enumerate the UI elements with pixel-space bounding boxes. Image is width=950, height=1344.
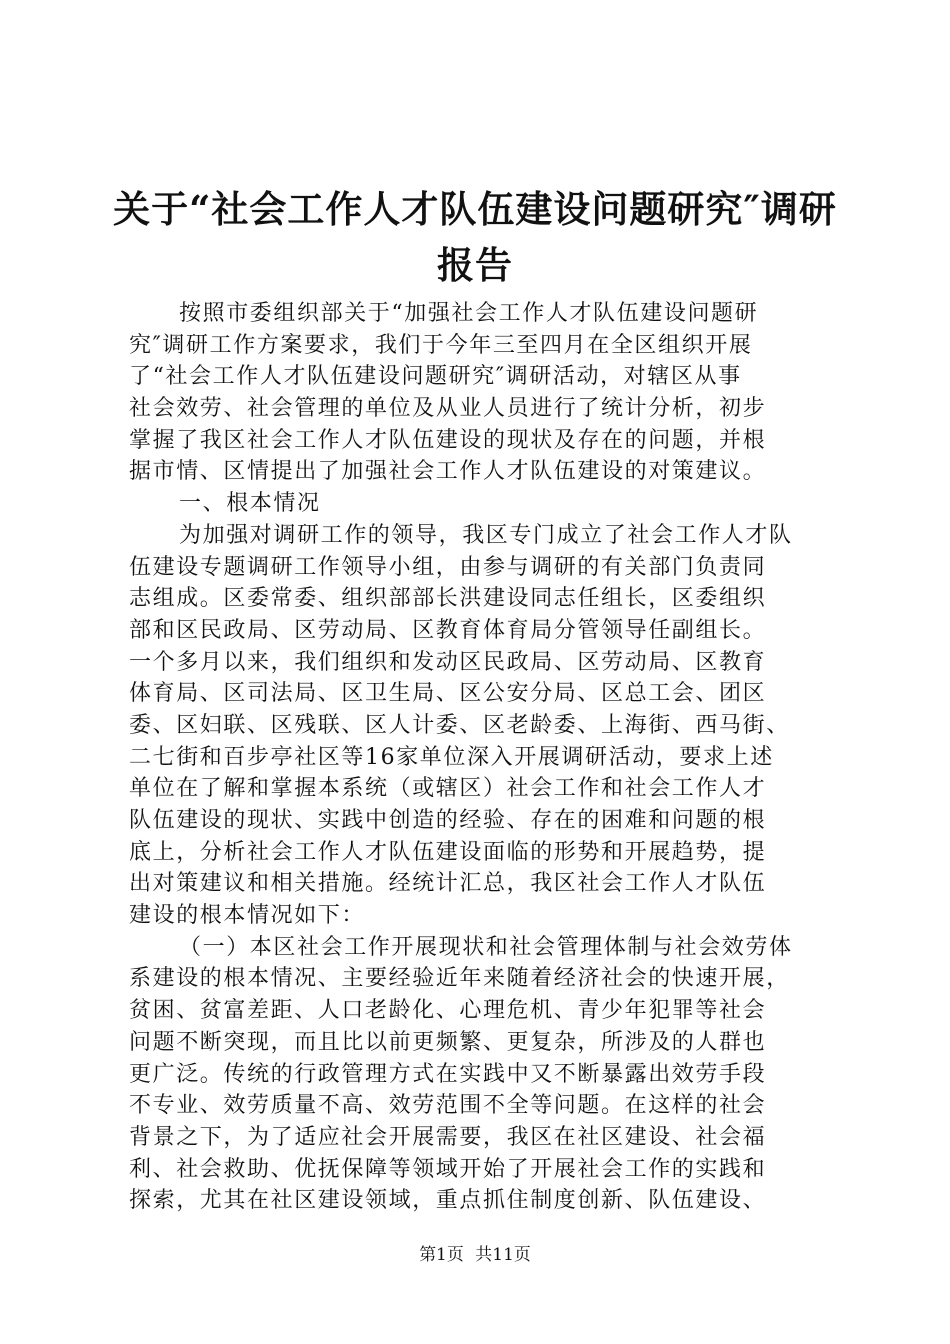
paragraph-line: 贫困、贫富差距、人口老龄化、心理危机、青少年犯罪等社会 — [129, 998, 767, 1024]
page-total: 共11页 — [475, 1245, 531, 1265]
paragraph-line: 系建设的根本情况、主要经验近年来随着经济社会的快速开展， — [129, 966, 790, 992]
paragraph-line: 伍建设专题调研工作领导小组，由参与调研的有关部门负责同 — [129, 554, 767, 580]
paragraph-line: 体育局、区司法局、区卫生局、区公安分局、区总工会、团区 — [129, 681, 767, 707]
subsection-line: （一）本区社会工作开展现状和社会管理体制与社会效劳体 — [179, 934, 793, 960]
document-body — [129, 298, 829, 1217]
paragraph-line: 了“社会工作人才队伍建设问题研究″调研活动，对辖区从事 — [129, 364, 742, 390]
paragraph-line: 一个多月以来，我们组织和发动区民政局、区劳动局、区教育 — [129, 649, 767, 675]
paragraph-line: 探索，尤其在社区建设领域，重点抓住制度创新、队伍建设、 — [129, 1188, 767, 1214]
paragraph-line: 据市情、区情提出了加强社会工作人才队伍建设的对策建议。 — [129, 459, 767, 485]
paragraph-line: 社会效劳、社会管理的单位及从业人员进行了统计分析，初步 — [129, 396, 767, 422]
paragraph-line: 问题不断突现，而且比以前更频繁、更复杂，所涉及的人群也 — [129, 1029, 767, 1055]
paragraph-line: 部和区民政局、区劳动局、区教育体育局分管领导任副组长。 — [129, 617, 767, 643]
paragraph-line: 单位在了解和掌握本系统（或辖区）社会工作和社会工作人才 — [129, 776, 767, 802]
paragraph-line: 出对策建议和相关措施。经统计汇总，我区社会工作人才队伍 — [129, 871, 767, 897]
document-title-line-1: 关于“社会工作人才队伍建设问题研究″调研 — [113, 187, 837, 231]
section-heading: 一、根本情况 — [179, 491, 321, 517]
paragraph-line: 更广泛。传统的行政管理方式在实践中又不断暴露出效劳手段 — [129, 1061, 767, 1087]
page-number: 第1页 — [419, 1245, 464, 1265]
paragraph-line: 掌握了我区社会工作人才队伍建设的现状及存在的问题，并根 — [129, 427, 767, 453]
paragraph-line: 利、社会救助、优抚保障等领域开始了开展社会工作的实践和 — [129, 1156, 767, 1182]
paragraph-line: 二七街和百步亭社区等16家单位深入开展调研活动，要求上述 — [129, 744, 774, 770]
page-footer — [0, 1240, 950, 1265]
document-title-line-2: 报告 — [437, 243, 513, 287]
paragraph-line: 建设的根本情况如下： — [129, 903, 366, 929]
paragraph-line: 究″调研工作方案要求，我们于今年三至四月在全区组织开展 — [129, 332, 753, 358]
paragraph-line: 底上，分析社会工作人才队伍建设面临的形势和开展趋势，提 — [129, 839, 767, 865]
paragraph-line: 按照市委组织部关于“加强社会工作人才队伍建设问题研 — [179, 301, 759, 326]
paragraph-line: 队伍建设的现状、实践中创造的经验、存在的困难和问题的根 — [129, 808, 767, 833]
paragraph-line: 志组成。区委常委、组织部部长洪建设同志任组长，区委组织 — [129, 586, 767, 612]
paragraph-line: 不专业、效劳质量不高、效劳范围不全等问题。在这样的社会 — [129, 1093, 767, 1119]
paragraph-line: 为加强对调研工作的领导，我区专门成立了社会工作人才队 — [179, 522, 793, 548]
paragraph-line: 背景之下，为了适应社会开展需要，我区在社区建设、社会福 — [129, 1124, 767, 1150]
paragraph-line: 委、区妇联、区残联、区人计委、区老龄委、上海街、西马街、 — [129, 712, 790, 738]
